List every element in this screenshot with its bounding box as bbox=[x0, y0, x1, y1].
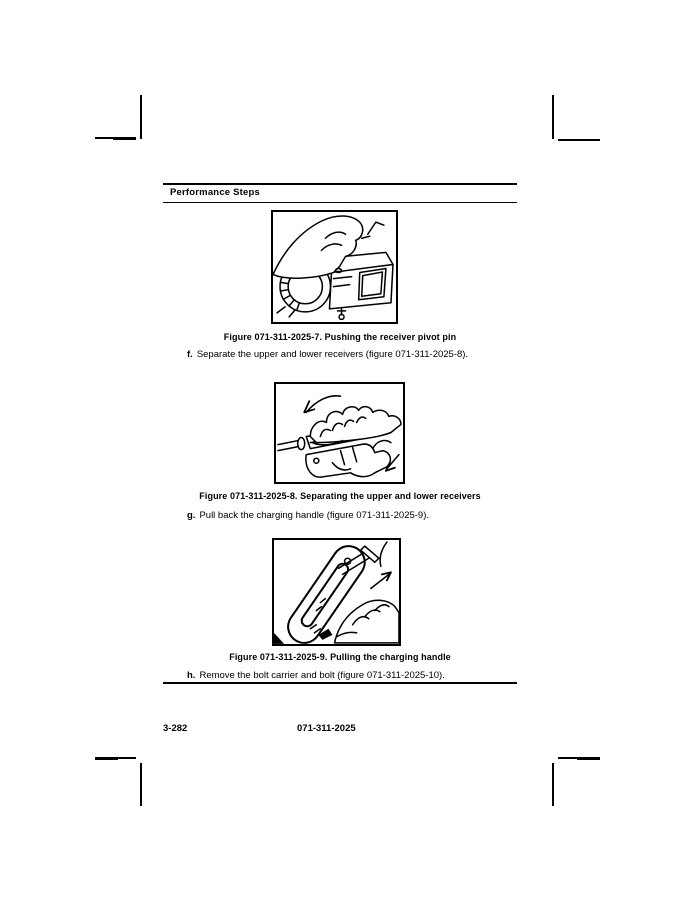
figure-pushing-receiver-pivot-pin bbox=[271, 210, 398, 324]
step-h bbox=[187, 670, 517, 681]
figure-2-caption: Figure 071-311-2025-8. Separating the upper and lower receivers bbox=[199, 491, 481, 501]
pulling-charging-handle-illustration bbox=[274, 540, 399, 644]
step-h-text: Remove the bolt carrier and bolt (figure 071-311-2025-10). bbox=[199, 670, 445, 681]
footer-document-number: 071-311-2025 bbox=[297, 723, 356, 734]
figure-pulling-charging-handle bbox=[272, 538, 401, 646]
footer-page-number: 3-282 bbox=[163, 723, 188, 734]
step-g bbox=[187, 510, 517, 521]
separating-receivers-illustration bbox=[276, 384, 403, 482]
pushing-pivot-pin-illustration bbox=[273, 212, 396, 322]
step-f-text: Separate the upper and lower receivers (figure 071-311-2025-8). bbox=[196, 349, 469, 360]
step-f-letter: f. bbox=[187, 349, 193, 360]
header-rule-top bbox=[163, 183, 517, 185]
figure-separating-receivers bbox=[274, 382, 405, 484]
figure-3-caption: Figure 071-311-2025-9. Pulling the charging handle bbox=[229, 652, 451, 662]
figure-1-caption: Figure 071-311-2025-7. Pushing the receiver pivot pin bbox=[223, 332, 457, 342]
header-rule-bottom bbox=[163, 202, 517, 203]
section-end-rule bbox=[163, 682, 517, 684]
step-h-letter: h. bbox=[187, 670, 196, 681]
step-f bbox=[187, 349, 517, 360]
performance-steps-heading: Performance Steps bbox=[170, 187, 260, 198]
step-g-letter: g. bbox=[187, 510, 196, 521]
step-g-text: Pull back the charging handle (figure 071-311-2025-9). bbox=[199, 510, 430, 521]
